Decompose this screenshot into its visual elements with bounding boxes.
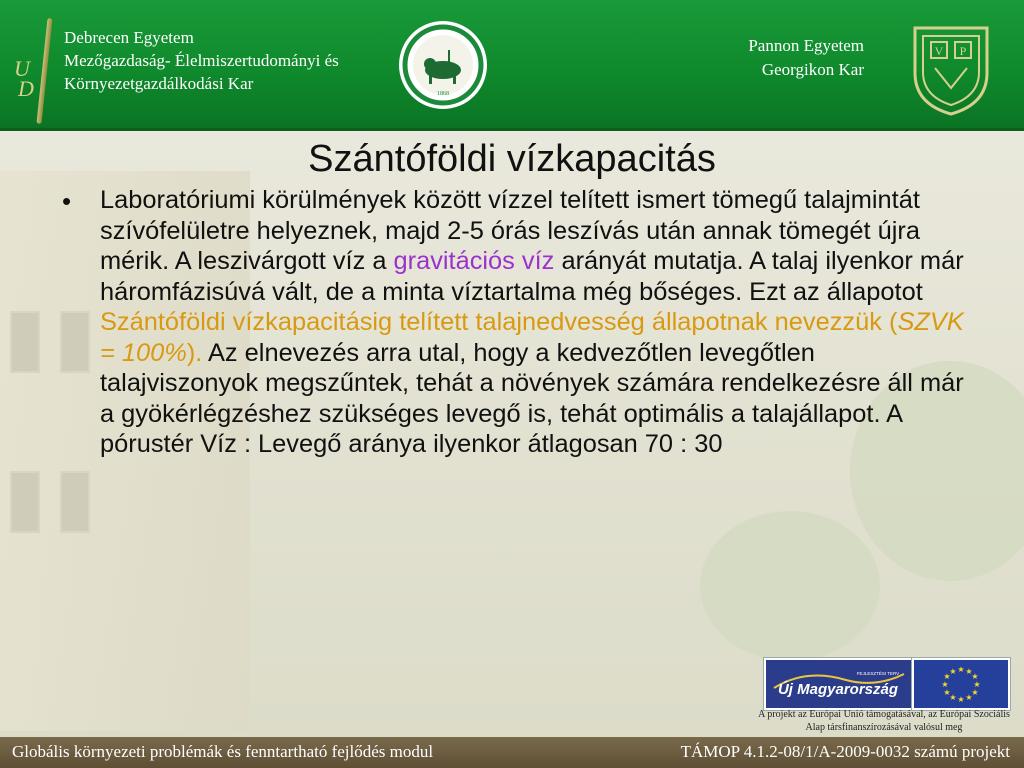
- svg-text:★: ★: [965, 667, 973, 676]
- slide-footer: [0, 737, 1024, 768]
- bullet-paragraph: [100, 185, 980, 460]
- window-shape: [10, 471, 40, 533]
- header-left-line: Környezetgazdálkodási Kar: [64, 74, 254, 93]
- svg-text:★: ★: [943, 688, 951, 697]
- window-shape: [60, 471, 90, 533]
- text-segment: Laboratóriumi körülmények között vízzel telített ismert tömegű talajmintát szívófelületre helyeznek, majd 2-5 órás leszívás után annak tömegét újra mérik. A leszivárgott víz a: [100, 186, 920, 275]
- svg-text:★: ★: [949, 667, 957, 676]
- bullet-marker: •: [62, 186, 72, 216]
- logo-letter-d: D: [18, 76, 34, 101]
- text-segment: arányát mutatja. A talaj ilyenkor már háromfázisúvá vált, de a minta víztartalma még bőséges. Ezt az állapotot: [100, 247, 964, 306]
- svg-text:★: ★: [971, 672, 979, 681]
- header-right-line: Georgikon Kar: [761, 60, 864, 79]
- footer-project-id: TÁMOP 4.1.2-08/1/A-2009-0032 számú projekt: [680, 742, 1010, 761]
- svg-text:★: ★: [971, 688, 979, 697]
- pannon-crest-icon: [905, 18, 997, 116]
- slide-title: Szántóföldi vízkapacitás: [308, 138, 716, 180]
- highlight-gravitational-water: gravitációs víz: [393, 247, 555, 275]
- university-name-right: [748, 34, 864, 82]
- ud-logo: [8, 12, 52, 122]
- university-name-left: [64, 26, 339, 95]
- eu-flag: [912, 658, 1010, 710]
- svg-text:★: ★: [957, 695, 965, 704]
- text-segment: Az elnevezés arra utal, hogy a kedvezőtlen levegőtlen talajviszonyok megszűntek, tehát a növények számára rendelkezésre áll már a gyökérlégzéshez szükséges levegő is, tehát optimális a talajállapot. A pórustér Víz : Levegő aránya ilyenkor átlagosan 70 : 30: [100, 338, 964, 458]
- highlight-field-capacity-end: ).: [186, 338, 203, 367]
- staff-icon: [36, 18, 52, 124]
- crest-letter-v: V: [934, 44, 944, 58]
- crest-letter-p: P: [959, 44, 967, 58]
- window-shape: [60, 311, 90, 373]
- svg-text:★: ★: [965, 693, 973, 702]
- uj-magyarorszag-icon: [766, 660, 912, 708]
- tree-shape: [700, 511, 880, 661]
- university-seal-icon: [398, 20, 488, 110]
- seal-year: 1868: [437, 91, 449, 97]
- header-left-line: Debrecen Egyetem: [64, 28, 194, 47]
- svg-text:★: ★: [949, 693, 957, 702]
- eu-logo-subtext: FEJLESZTÉSI TERV: [856, 671, 900, 676]
- header-right-line: Pannon Egyetem: [748, 36, 864, 55]
- window-shape: [10, 311, 40, 373]
- highlight-field-capacity: Szántóföldi vízkapacitásig telített talajnedvesség állapotnak nevezzük (: [100, 308, 898, 336]
- svg-text:★: ★: [941, 680, 949, 689]
- svg-text:★: ★: [943, 672, 951, 681]
- eu-logo-text: Új Magyarország: [777, 681, 899, 698]
- highlight-szvk: SZVK = 100%: [100, 308, 964, 367]
- logo-letter-u: U: [14, 56, 30, 81]
- eu-funding-note: A projekt az Európai Unió támogatásával, az Európai Szociális Alap társfinanszírozásával valósul meg: [758, 709, 1010, 733]
- eu-stars-icon: [914, 660, 1008, 708]
- footer-module-title: Globális környezeti problémák és fenntartható fejlődés modul: [12, 742, 434, 761]
- svg-text:★: ★: [973, 680, 981, 689]
- uj-magyarorszag-logo: [764, 658, 914, 710]
- svg-text:★: ★: [957, 665, 965, 674]
- slide-header: [0, 0, 1024, 131]
- header-left-line: Mezőgazdaság- Élelmiszertudományi és: [64, 51, 339, 70]
